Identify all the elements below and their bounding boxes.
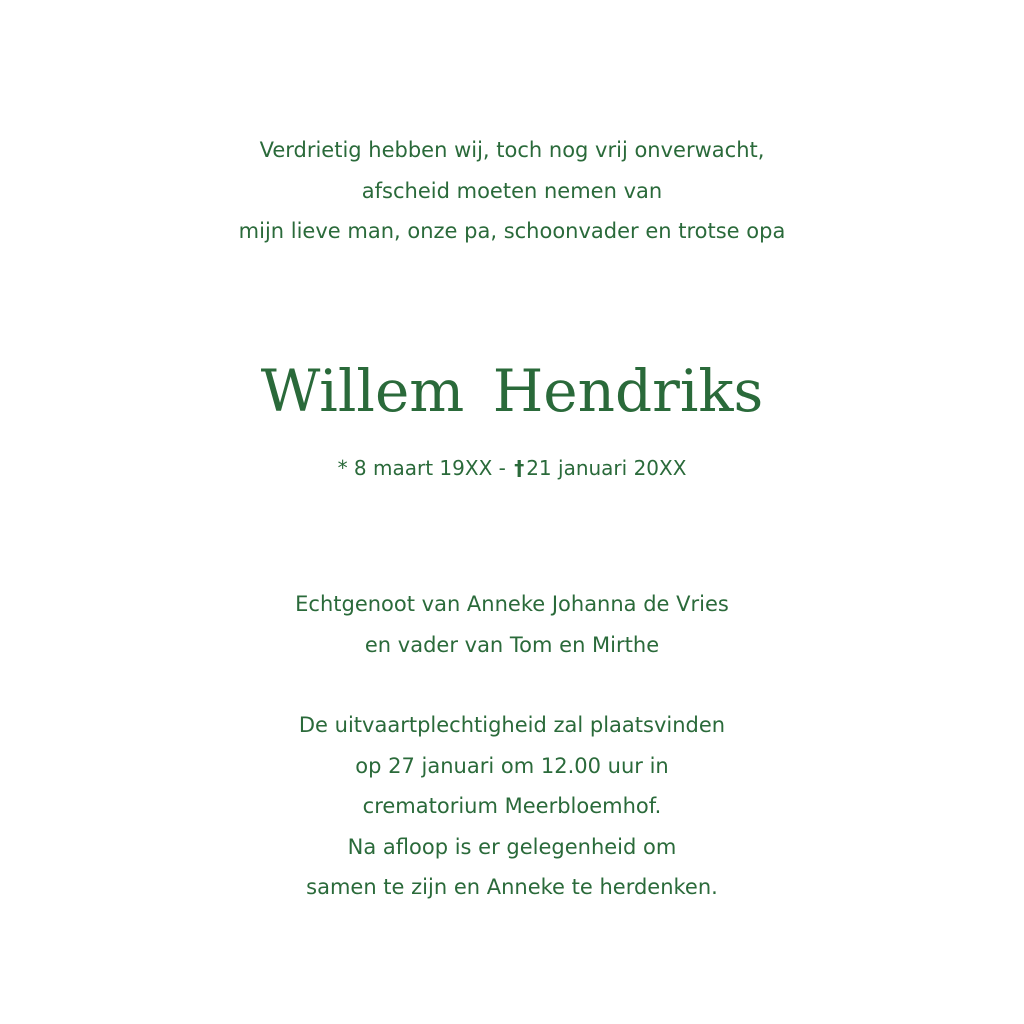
ceremony-line: op 27 januari om 12.00 uur in	[355, 753, 669, 778]
intro-text	[0, 130, 1024, 252]
ceremony-line: De uitvaartplechtigheid zal plaatsvinden	[298, 713, 726, 737]
ceremony-text	[0, 705, 1024, 908]
dates-line	[0, 448, 1024, 489]
ceremony-line: crematorium Meerbloemhof.	[362, 794, 662, 818]
intro-line: mijn lieve man, onze pa, schoonvader en trotse opa	[238, 219, 786, 243]
death-date: 21 januari 20XX	[526, 456, 687, 480]
ceremony-line: Na afloop is er gelegenheid om	[347, 834, 677, 859]
ceremony-line: samen te zijn en Anneke te herdenken.	[306, 875, 718, 899]
deceased-name: Willem Hendriks	[260, 357, 764, 425]
intro-line: Verdrietig hebben wij, toch nog vrij onverwacht,	[259, 138, 765, 162]
birth-date: * 8 maart 19XX -	[337, 456, 506, 480]
intro-line: afscheid moeten nemen van	[361, 178, 663, 203]
cross-icon: †	[514, 456, 525, 480]
family-line: Echtgenoot van Anneke Johanna de Vries	[295, 592, 729, 616]
life-dates	[0, 448, 1024, 489]
family-line: en vader van Tom en Mirthe	[364, 632, 660, 657]
family-text	[0, 584, 1024, 665]
